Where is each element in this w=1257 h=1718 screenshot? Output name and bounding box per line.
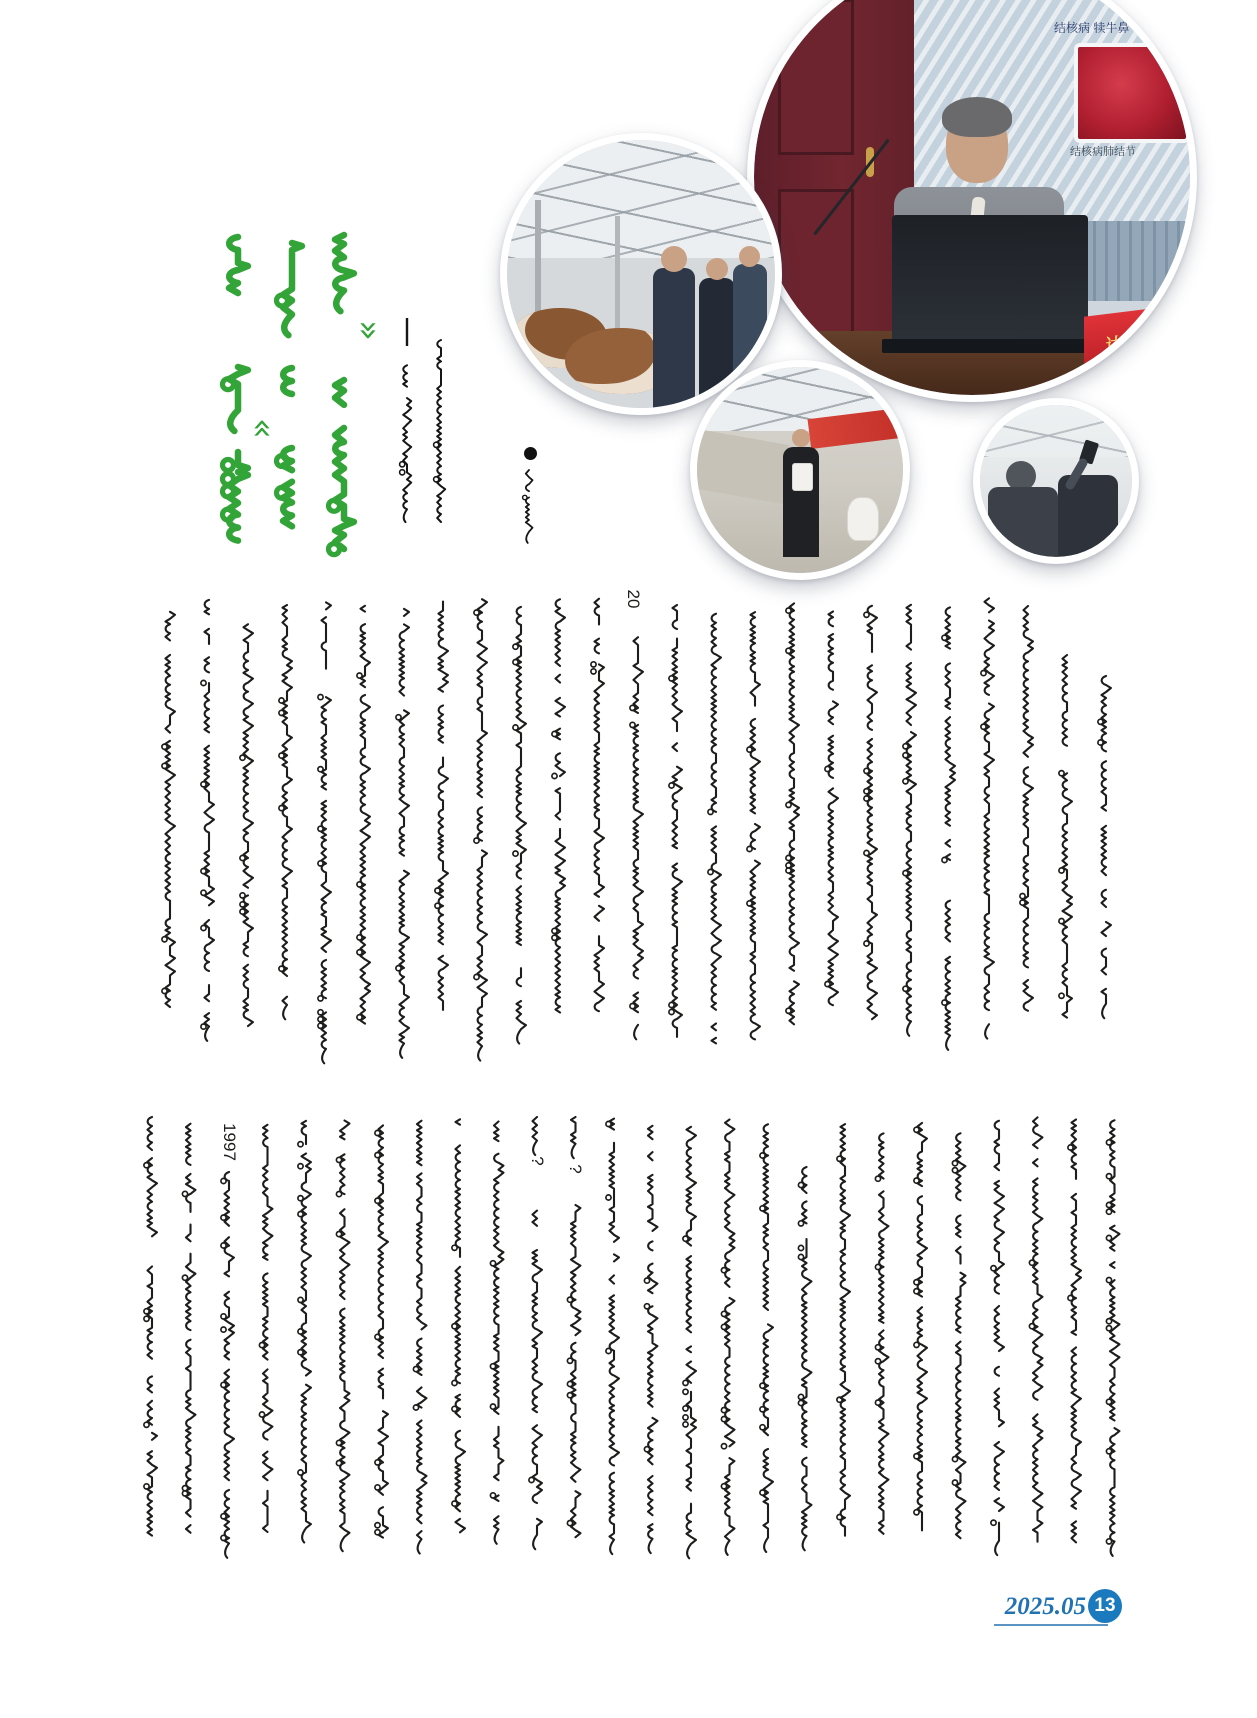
- headline-script: [223, 235, 390, 555]
- nameplate: 达来宝: [1084, 305, 1178, 375]
- photo-barn-aisle: [690, 360, 910, 580]
- screen-caption-bottom: 结核病肺结节: [1070, 146, 1136, 156]
- body-token-year-1997: 1997: [220, 1123, 239, 1161]
- photo-audience: [973, 398, 1139, 564]
- credit-bullet: [524, 447, 537, 460]
- barn-roof: [507, 140, 775, 258]
- speaker-hair: [942, 97, 1012, 137]
- body-token-question-mark: ?: [528, 1156, 547, 1166]
- laptop: [892, 215, 1088, 343]
- byline-script: [400, 318, 446, 522]
- photo-conference: [747, 0, 1197, 402]
- footer-issue-date: 2025.05: [1004, 1593, 1086, 1620]
- body-block-a-script: [162, 598, 1111, 1063]
- body-token-question-mark: ?: [566, 1164, 585, 1174]
- audience-member: [988, 487, 1058, 557]
- page-number-badge: 13: [1088, 1589, 1122, 1623]
- footer-rule: [994, 1624, 1108, 1626]
- white-sack: [847, 497, 879, 541]
- laptop-base: [882, 339, 1102, 353]
- body-token-year-20: 20: [624, 589, 643, 609]
- screen-caption-top: 结核病 犊牛鼻: [1054, 21, 1130, 33]
- photo-credit-script: [523, 470, 533, 543]
- aisle-wall: [697, 429, 789, 505]
- visitor: [653, 268, 695, 408]
- svg-text:»: »: [349, 320, 389, 341]
- body-block-b-script: [144, 1117, 1120, 1558]
- feed-bag: [792, 463, 813, 491]
- screen-image-specimen: [1074, 43, 1190, 143]
- svg-text:«: «: [243, 418, 283, 439]
